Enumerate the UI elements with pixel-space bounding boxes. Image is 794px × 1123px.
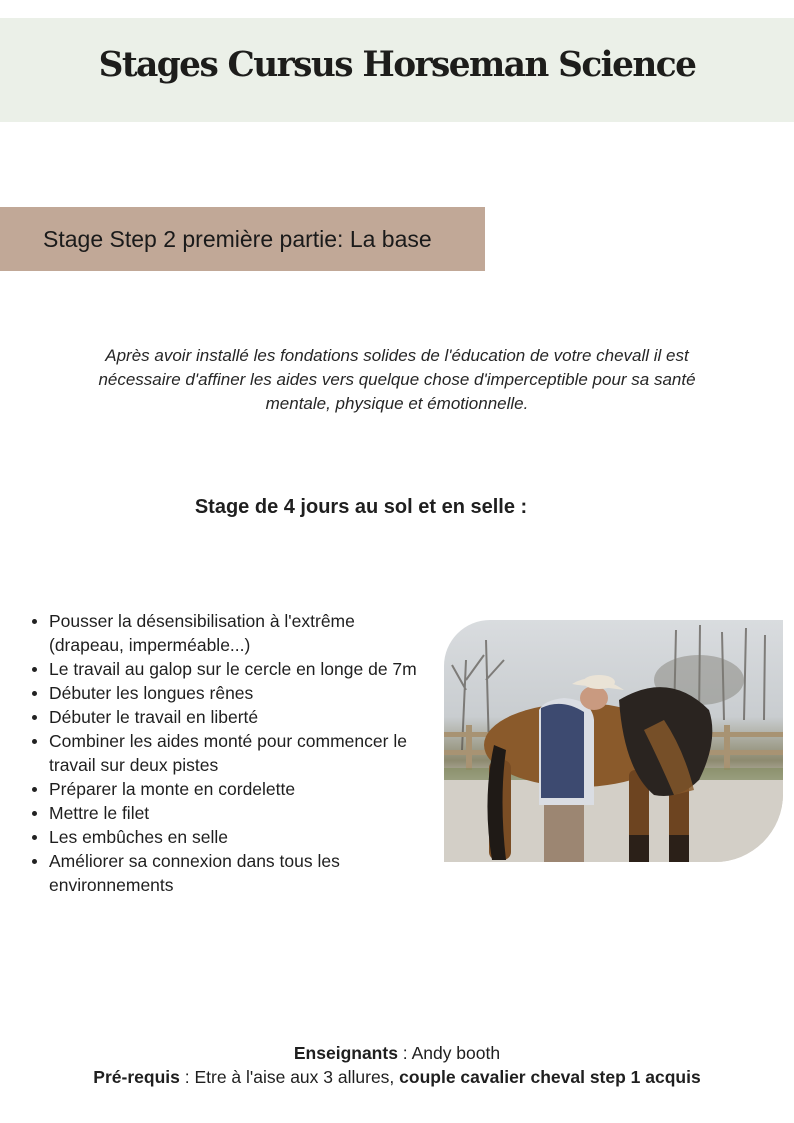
prereq-value: Etre à l'aise aux 3 allures, [194, 1067, 400, 1087]
list-item-text: Combiner les aides monté pour commencer le travail sur deux pistes [49, 731, 407, 775]
bullet-icon [32, 739, 37, 744]
list-item-text: Débuter le travail en liberté [49, 707, 259, 727]
list-item [49, 657, 429, 681]
teachers-separator: : [397, 1043, 412, 1063]
list-item-text: Pousser la désensibilisation à l'extrême (drapeau, imperméable...) [49, 611, 355, 655]
bullet-icon [32, 715, 37, 720]
footer [0, 1041, 794, 1089]
list-item-text: Préparer la monte en cordelette [49, 779, 296, 799]
prereq-bold-value: couple cavalier cheval step 1 acquis [399, 1067, 701, 1087]
list-item [49, 801, 429, 825]
list-item-text: Les embûches en selle [49, 827, 228, 847]
list-item-text: Mettre le filet [49, 803, 150, 823]
list-item [49, 777, 429, 801]
prereq-label: Pré-requis [93, 1067, 180, 1087]
bullet-icon [32, 859, 37, 864]
bullet-icon [32, 835, 37, 840]
prereq-separator: : [179, 1067, 195, 1087]
list-item [49, 705, 429, 729]
teachers-label: Enseignants [293, 1043, 398, 1063]
program-list [49, 609, 429, 897]
prerequisites-line [0, 1065, 794, 1089]
page-title: Stages Cursus Horseman Science [98, 44, 696, 85]
list-item-text: Débuter les longues rênes [49, 683, 254, 703]
bullet-icon [32, 619, 37, 624]
horse-and-rider-illustration [444, 620, 783, 862]
list-item [49, 849, 429, 897]
section-title: Stage Step 2 première partie: La base [43, 226, 432, 252]
bullet-icon [32, 811, 37, 816]
list-item-text: Le travail au galop sur le cercle en longe de 7m [49, 659, 417, 679]
list-item [49, 681, 429, 705]
intro-paragraph: Après avoir installé les fondations solides de l'éducation de votre chevall il est nécessaire d'affiner les aides vers quelque chose d'imperceptible pour sa santé mentale, physique et émotionnelle. [98, 346, 696, 413]
bullet-icon [32, 691, 37, 696]
bullet-icon [32, 787, 37, 792]
list-item [49, 825, 429, 849]
list-item [49, 729, 429, 777]
teachers-value: Andy booth [411, 1043, 501, 1063]
horseman-photo [444, 620, 783, 862]
list-item-text: Améliorer sa connexion dans tous les environnements [49, 851, 340, 895]
program-heading: Stage de 4 jours au sol et en selle : [194, 496, 528, 518]
teachers-line [0, 1041, 794, 1065]
list-item [49, 609, 429, 657]
bullet-icon [32, 667, 37, 672]
